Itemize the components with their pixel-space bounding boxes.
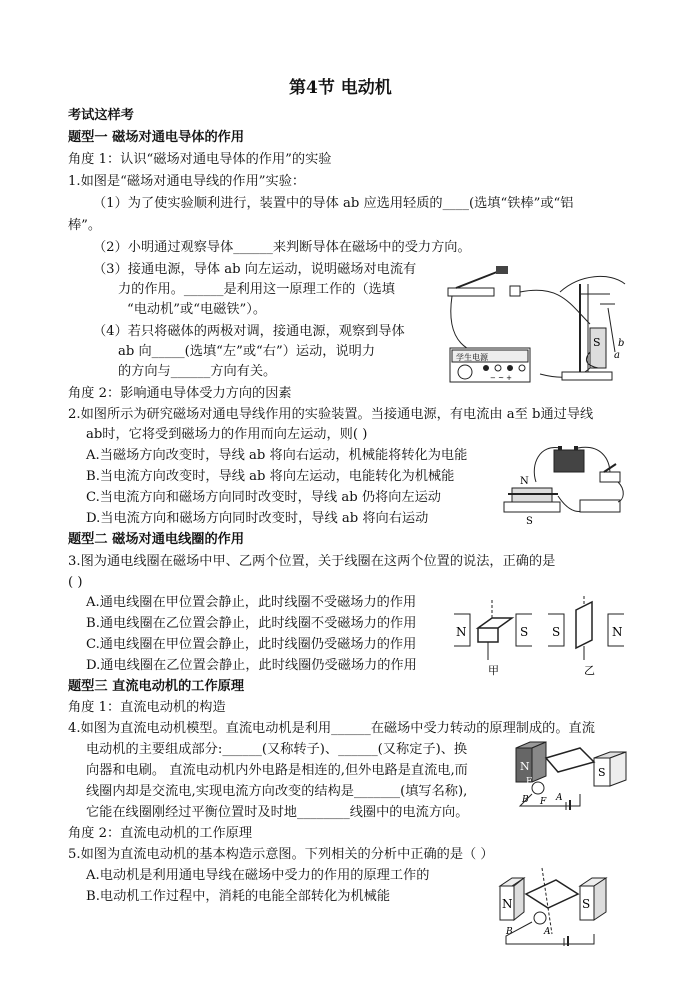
svg-text:− ~ +: − ~ +: [490, 374, 513, 382]
q1-stem: 1.如图是“磁场对通电导线的作用”实验：: [68, 174, 306, 189]
q2-option-d: D.当电流方向和磁场方向同时改变时，导线 ab 将向右运动: [86, 511, 429, 526]
q4-line1: 4.如图为直流电动机模型。直流电动机是利用______在磁场中受力转动的原理制成的。直流: [68, 721, 595, 736]
q5-figure: [494, 864, 616, 946]
type1-angle2: 角度 2：影响通电导体受力方向的因素: [68, 386, 292, 401]
q1-sub1-cont: 棒”。: [68, 218, 102, 233]
jia-magnet-n: N: [456, 625, 467, 639]
q4-magnet-n: N: [520, 760, 530, 773]
type3-angle1: 角度 1：直流电动机的构造: [68, 700, 226, 715]
figure-caption-jia: 甲: [488, 664, 499, 677]
q1-sub1: （1）为了使实验顺利进行，装置中的导体 ab 应选用轻质的____(选填“铁棒”或“铝: [93, 196, 574, 211]
q3-figure: [452, 590, 642, 678]
q3-option-c: C.通电线圈在甲位置会静止，此时线圈仍受磁场力的作用: [86, 637, 417, 652]
q4-label-f: F: [540, 797, 547, 807]
conductor-label-b: b: [618, 338, 625, 349]
conductor-label-a: a: [614, 350, 620, 361]
q4-magnet-s: S: [598, 766, 606, 779]
q4-line5: 它能在线圈刚经过平衡位置时及时地________线圈中的电流方向。: [86, 805, 469, 820]
q3-option-a: A.通电线圈在甲位置会静止，此时线圈不受磁场力的作用: [86, 595, 417, 610]
q2-option-a: A.当磁场方向改变时，导线 ab 将向右运动，机械能将转化为电能: [86, 448, 468, 463]
yi-magnet-n: N: [612, 625, 623, 639]
q4-label-a: A: [556, 793, 563, 803]
q1-sub2: （2）小明通过观察导体______来判断导体在磁场中的受力方向。: [93, 240, 471, 255]
q5-option-a: A.电动机是利用通电导线在磁场中受力的作用的原理工作的: [86, 868, 430, 883]
q5-label-a: A: [544, 927, 551, 937]
q4-line2: 电动机的主要组成部分:______(又称转子)、______(又称定子)、换: [86, 742, 468, 757]
q4-line3: 向器和电刷。 直流电动机内外电路是相连的,但外电路是直流电,而: [86, 763, 468, 778]
q1-sub4: （4）若只将磁体的两极对调，接通电源，观察到导体: [93, 324, 405, 339]
q3-option-d: D.通电线圈在乙位置会静止，此时线圈仍受磁场力的作用: [86, 658, 417, 673]
q1-sub4-cont: ab 向_____(选填“左”或“右”）运动，说明力: [118, 344, 376, 359]
type1-heading: 题型一 磁场对通电导体的作用: [68, 130, 245, 145]
q5-label-b: B: [506, 927, 513, 937]
q4-label-e: E: [526, 777, 533, 787]
q2-figure: [500, 444, 630, 526]
figure-caption-yi: 乙: [584, 664, 595, 677]
q3-stem: 3.图为通电线圈在磁场中甲、乙两个位置，关于线圈在这两个位置的说法，正确的是: [68, 554, 556, 569]
q5-option-b: B.电动机工作过程中，消耗的电能全部转化为机械能: [86, 889, 391, 904]
q2-stem-cont: ab时，它将受到磁场力的作用而向左运动，则( ): [86, 427, 368, 442]
q1-sub3-cont2: “电动机”或“电磁铁”）。: [127, 302, 267, 317]
type1-angle1: 角度 1：认识“磁场对通电导体的作用”的实验: [68, 152, 332, 167]
magnet-pole-label: S: [593, 336, 601, 349]
magnet-s-label: S: [526, 516, 533, 526]
power-supply-label: 学生电源: [456, 353, 488, 362]
q3-option-b: B.通电线圈在乙位置会静止，此时线圈不受磁场力的作用: [86, 616, 417, 631]
jia-magnet-s: S: [520, 625, 529, 639]
q2-option-c: C.当电流方向和磁场方向同时改变时，导线 ab 仍将向左运动: [86, 490, 441, 505]
q2-stem: 2.如图所示为研究磁场对通电导线作用的实验装置。当接通电源，有电流由 a至 b通过导线: [68, 407, 594, 422]
q1-figure: [440, 264, 630, 388]
type2-heading: 题型二 磁场对通电线圈的作用: [68, 532, 245, 547]
q1-sub4-cont2: 的方向与______方向有关。: [118, 364, 277, 379]
q4-line4: 线圈内却是交流电,实现电流方向改变的结构是_______(填写名称),: [86, 784, 468, 799]
magnet-n-label: N: [520, 476, 529, 487]
q1-sub3: （3）接通电源，导体 ab 向左运动，说明磁场对电流有: [93, 262, 417, 277]
type3-heading: 题型三 直流电动机的工作原理: [68, 679, 245, 694]
section-heading: 考试这样考: [68, 108, 134, 123]
q3-stem-cont: ( ): [68, 575, 83, 590]
yi-magnet-s: S: [552, 625, 561, 639]
q5-stem: 5.如图为直流电动机的基本构造示意图。下列相关的分析中正确的是（ ）: [68, 847, 494, 862]
q1-sub3-cont: 力的作用。______是利用这一原理工作的（选填: [118, 282, 395, 297]
q2-option-b: B.当电流方向改变时，导线 ab 将向左运动，电能转化为机械能: [86, 469, 455, 484]
q5-magnet-n: N: [502, 897, 513, 911]
q5-magnet-s: S: [582, 897, 591, 911]
type3-angle2: 角度 2：直流电动机的工作原理: [68, 826, 253, 841]
page-title: 第4节 电动机: [289, 78, 392, 98]
q4-label-b: B: [522, 795, 529, 805]
q4-figure: [510, 738, 630, 810]
